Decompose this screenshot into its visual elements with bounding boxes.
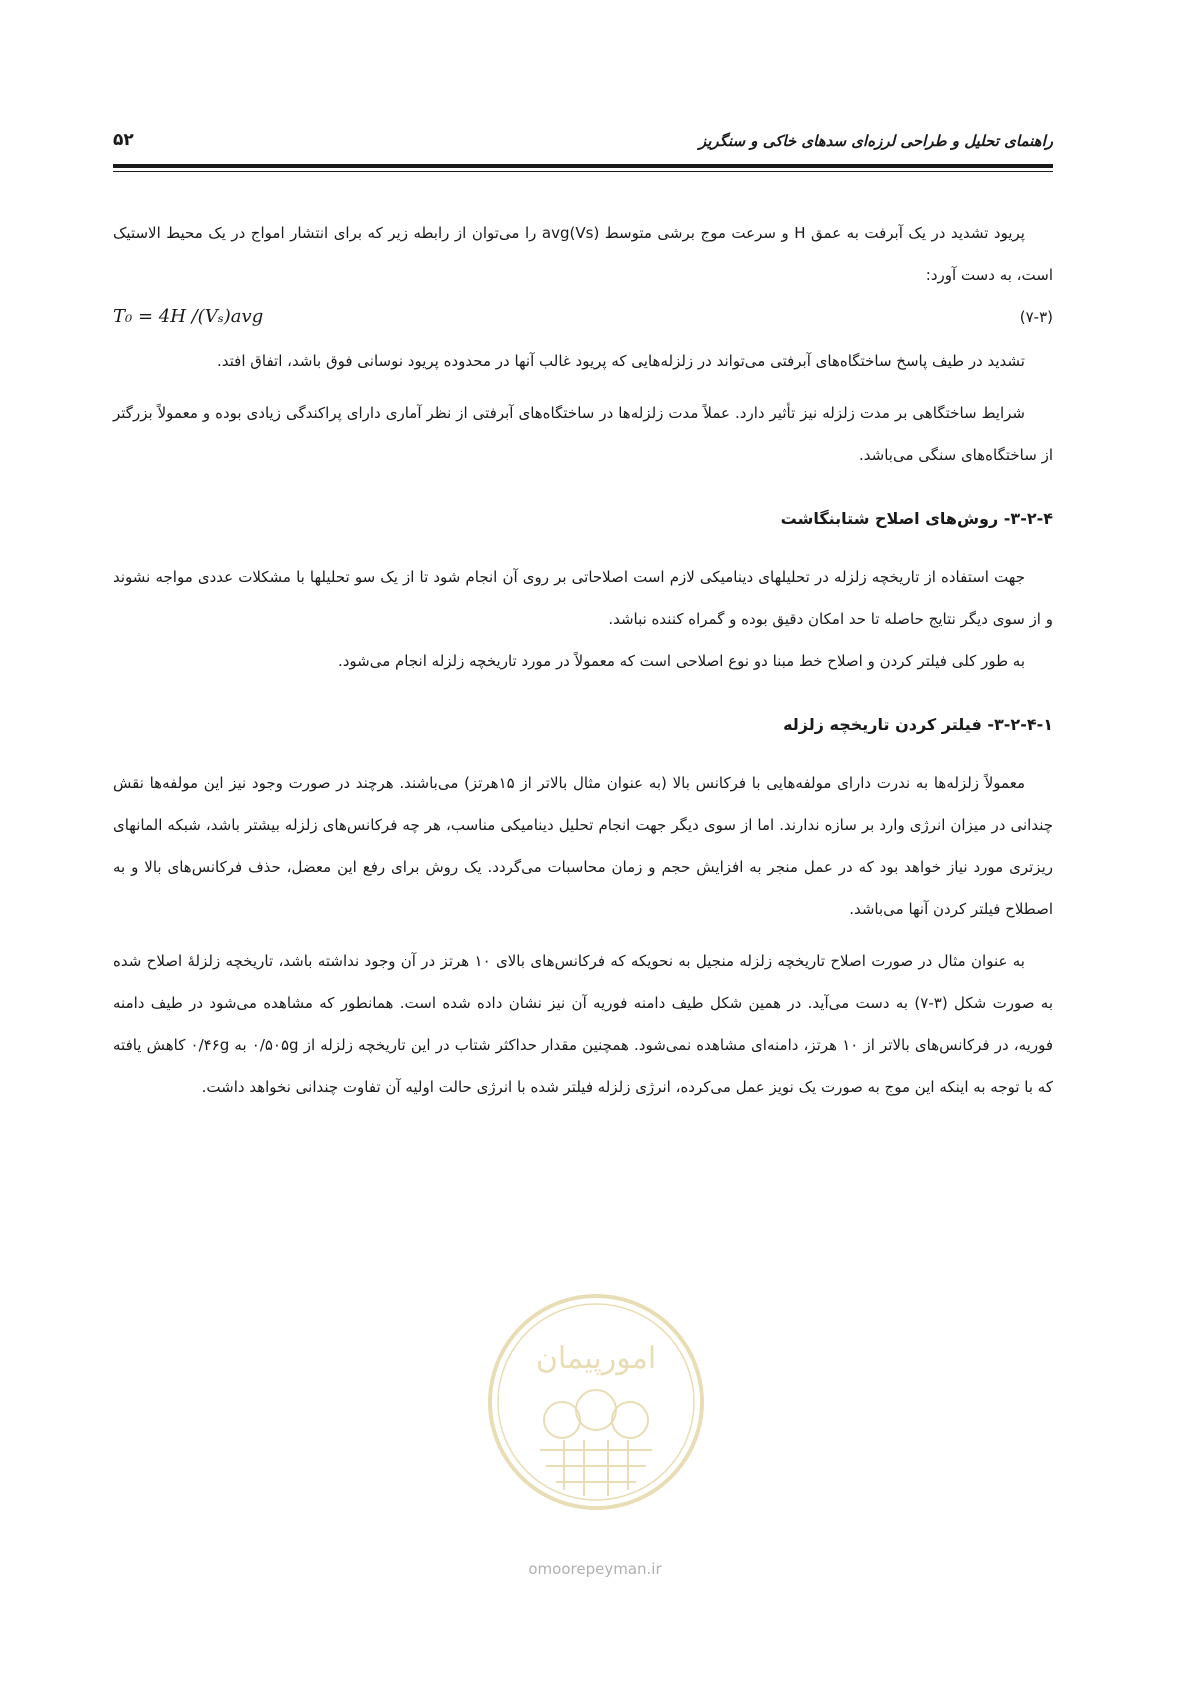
watermark-logo-text: امورپیمان [535, 1341, 657, 1376]
page-number: ۵۲ [113, 130, 134, 150]
header-rule-thick [113, 164, 1053, 168]
paragraph-site-duration: شرایط ساختگاهی بر مدت زلزله نیز تأثیر دارد. عملاً مدت زلزله‌ها در ساختگاه‌های آبرفتی از نظر آماری دارای پراکندگی زیادی بوده و معمولاً بزرگتر از ساختگاه‌های سنگی می‌باشد. [113, 404, 1053, 464]
page-header [113, 126, 1053, 156]
equation-row [113, 296, 1053, 340]
watermark-logo [484, 1290, 708, 1514]
paragraph-resonance-period: پریود تشدید در یک آبرفت به عمق H و سرعت موج برشی متوسط (Vs)avg را می‌توان از رابطه زیر که برای انتشار امواج در یک محیط الاستیک است، به دست آورد: [113, 224, 1053, 284]
equation-number: (۷-۳) [1019, 308, 1053, 326]
watermark-site: omoorepeyman.ir [528, 1560, 662, 1578]
header-rule-thin [113, 171, 1053, 172]
paragraph-correction-intro: جهت استفاده از تاریخچه زلزله در تحلیلهای دینامیکی لازم است اصلاحاتی بر روی آن انجام شود تا از یک سو تحلیلها با مشکلات عددی مواجه نشوند و از سوی دیگر نتایج حاصله تا حد امکان دقیق بوده و گمراه کننده نباشد. [113, 568, 1053, 628]
paragraph-manjil-example: به عنوان مثال در صورت اصلاح تاریخچه زلزله منجیل به نحویکه که فرکانس‌های بالای ۱۰ هرتز در آن وجود نداشته باشد، تاریخچه زلزلهٔ اصلاح شده به صورت شکل (۳-۷) به دست می‌آید. در همین شکل طیف دامنه فوریه آن نیز نشان داده شده است. همانطور که مشاهده می‌شود در طیف دامنه فوریه، در فرکانس‌های بالاتر از ۱۰ هرتز، دامنه‌ای مشاهده نمی‌شود. همچنین مقدار حداکثر شتاب در این تاریخچه زلزله از ۰/۵۰۵g به ۰/۴۶g کاهش یافته که با توجه به اینکه این موج به صورت یک نویز عمل می‌کرده، انرژی زلزله فیلتر شده با انرژی حالت اولیه آن تفاوت چندانی نخواهد داشت. [113, 952, 1054, 1096]
paragraph-filtering: معمولاً زلزله‌ها به ندرت دارای مولفه‌هایی با فرکانس بالا (به عنوان مثال بالاتر از ۱۵هرتز) می‌باشند. هرچند در صورت وجود نیز این مولفه‌ها نقش چندانی در میزان انرژی وارد بر سازه ندارند. اما از سوی دیگر جهت انجام تحلیل دینامیکی مناسب، هر چه فرکانس‌های زلزله بیشتر باشد، شبکه المانهای ریزتری مورد نیاز خواهد بود که در عمل منجر به افزایش حجم و زمان محاسبات می‌گردد. یک روش برای رفع این معضل، حذف فرکانس‌های بالا و به اصطلاح فیلتر کردن آنها می‌باشد. [113, 774, 1053, 918]
equation: T₀ = 4H /(Vₛ)avg [113, 306, 264, 327]
page-body [113, 212, 1053, 1108]
paragraph-spectrum-resonance: تشدید در طیف پاسخ ساختگاه‌های آبرفتی می‌تواند در زلزله‌هایی که پریود غالب آنها در محدوده پریود نوسانی فوق باشد، اتفاق افتد. [216, 352, 1025, 370]
section-heading-filtering: ۳-۲-۴-۱- فیلتر کردن تاریخچه زلزله [783, 715, 1053, 734]
section-heading-correction-methods: ۳-۲-۴- روش‌های اصلاح شتابنگاشت [780, 509, 1053, 528]
paragraph-correction-types: به طور کلی فیلتر کردن و اصلاح خط مبنا دو نوع اصلاحی است که معمولاً در مورد تاریخچه زلزله انجام می‌شود. [337, 652, 1025, 670]
running-title: راهنمای تحلیل و طراحی لرزه‌ای سدهای خاکی و سنگریز [698, 132, 1053, 150]
